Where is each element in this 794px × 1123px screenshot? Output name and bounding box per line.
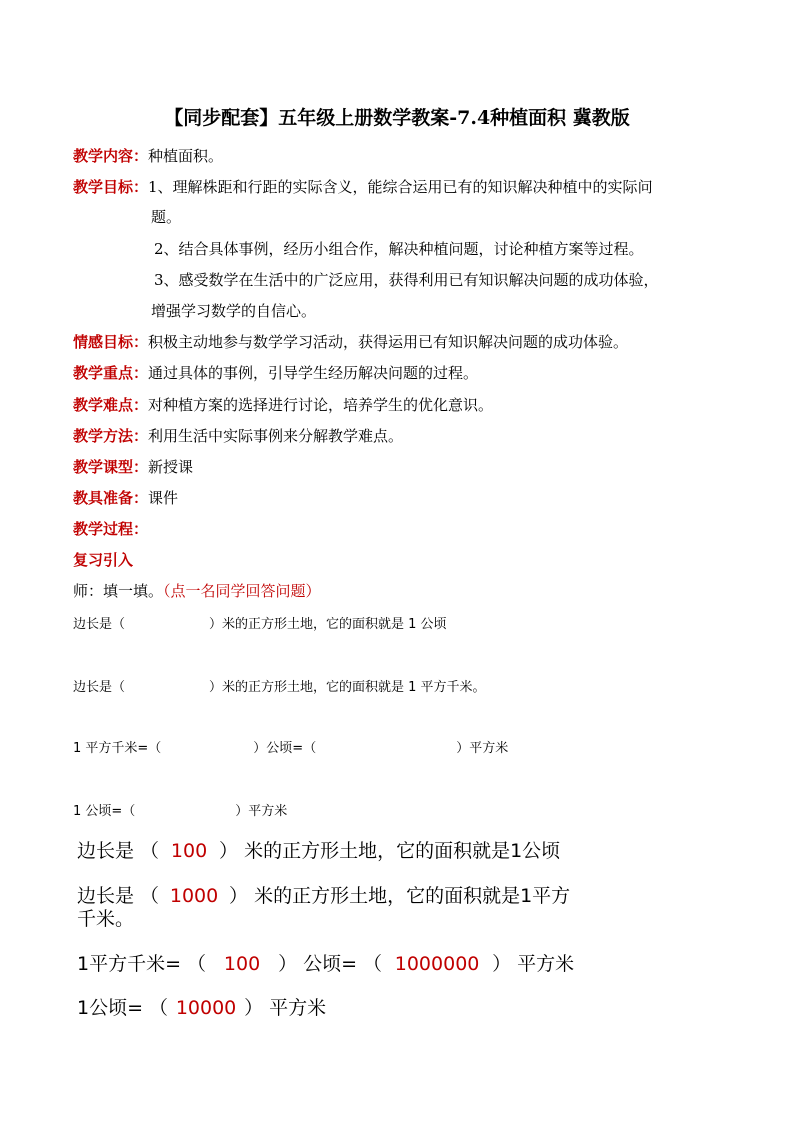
method-row — [73, 425, 403, 446]
process-row — [73, 518, 148, 539]
goal-item-3-line-2: 增强学习数学的自信心。 — [151, 302, 317, 320]
answer-4-prefix: 1公顷= （ — [77, 997, 169, 1019]
question-3-suffix: ）平方米 — [456, 741, 509, 756]
question-1 — [73, 613, 447, 632]
difficulty-row — [73, 394, 493, 415]
page-title: 【同步配套】五年级上册数学教案-7.4种植面积 冀教版 — [164, 107, 630, 129]
review-label: 复习引入 — [73, 551, 134, 569]
key-point-text: 通过具体的事例，引导学生经历解决问题的过程。 — [148, 364, 479, 382]
answer-3-value-2: 1000000 — [394, 953, 480, 975]
answer-3-middle: ） 公顷= （ — [278, 953, 383, 975]
answer-4 — [77, 993, 326, 1020]
materials-row — [73, 487, 178, 508]
answer-3-prefix: 1平方千米= （ — [77, 953, 207, 975]
materials-label: 教具准备： — [73, 489, 149, 507]
goals-label: 教学目标： — [73, 178, 149, 196]
answer-1-prefix: 边长是 （ — [77, 840, 160, 862]
materials-text: 课件 — [148, 489, 179, 507]
content-text: 种植面积。 — [148, 147, 224, 165]
emotion-label: 情感目标： — [73, 333, 149, 351]
answer-2-line-2: 千米。 — [77, 908, 135, 930]
content-row — [73, 145, 223, 166]
question-3-prefix: 1 平方千米=（ — [73, 741, 162, 756]
emotion-row — [73, 331, 628, 352]
difficulty-text: 对种植方案的选择进行讨论，培养学生的优化意识。 — [148, 396, 494, 414]
goal-item-2: 2、结合具体事例，经历小组合作，解决种植问题，讨论种植方案等过程。 — [154, 240, 644, 258]
question-1-prefix: 边长是（ — [73, 617, 126, 632]
key-point-row — [73, 362, 478, 383]
answer-2-suffix: ） 米的正方形土地，它的面积就是1平方 — [229, 885, 571, 907]
key-point-label: 教学重点： — [73, 364, 149, 382]
emotion-text: 积极主动地参与数学学习活动，获得运用已有知识解决问题的成功体验。 — [148, 333, 629, 351]
question-2 — [73, 676, 486, 695]
question-3 — [73, 737, 508, 756]
method-text: 利用生活中实际事例来分解教学难点。 — [148, 427, 404, 445]
content-label: 教学内容： — [73, 147, 149, 165]
goal-item-3-line-1: 3、感受数学在生活中的广泛应用，获得利用已有知识解决问题的成功体验， — [154, 271, 659, 289]
answer-4-suffix: ） 平方米 — [244, 997, 327, 1019]
answer-3-suffix: ） 平方米 — [492, 953, 575, 975]
review-row — [73, 549, 133, 570]
answer-2 — [77, 881, 570, 908]
difficulty-label: 教学难点： — [73, 396, 149, 414]
answer-2-value: 1000 — [169, 885, 219, 907]
goals-row — [73, 176, 653, 197]
teacher-text: 师：填一填。 — [73, 582, 164, 600]
answer-3-value-1: 100 — [223, 953, 261, 975]
answer-4-value: 10000 — [175, 997, 237, 1019]
process-label: 教学过程： — [73, 520, 149, 538]
answer-1-suffix: ） 米的正方形土地，它的面积就是1公顷 — [219, 840, 561, 862]
answer-1 — [77, 836, 560, 863]
question-4-prefix: 1 公顷=（ — [73, 804, 136, 819]
question-1-suffix: ）米的正方形土地，它的面积就是 1 公顷 — [209, 617, 447, 632]
answer-2-prefix: 边长是 （ — [77, 885, 160, 907]
lesson-type-row — [73, 456, 193, 477]
question-2-prefix: 边长是（ — [73, 680, 126, 695]
teacher-row — [73, 580, 321, 601]
question-4-suffix: ）平方米 — [235, 804, 288, 819]
goal-item-1-line-2: 题。 — [151, 208, 182, 226]
teacher-note: （点一名同学回答问题） — [163, 582, 321, 600]
answer-3 — [77, 949, 574, 976]
goal-item-1-line-1: 1、理解株距和行距的实际含义，能综合运用已有的知识解决种植中的实际问 — [148, 178, 653, 196]
question-3-middle: ）公顷=（ — [253, 741, 317, 756]
method-label: 教学方法： — [73, 427, 149, 445]
answer-1-value: 100 — [170, 840, 208, 862]
question-4 — [73, 800, 287, 819]
question-2-suffix: ）米的正方形土地，它的面积就是 1 平方千米。 — [209, 680, 486, 695]
lesson-type-label: 教学课型： — [73, 458, 149, 476]
lesson-type-text: 新授课 — [148, 458, 194, 476]
